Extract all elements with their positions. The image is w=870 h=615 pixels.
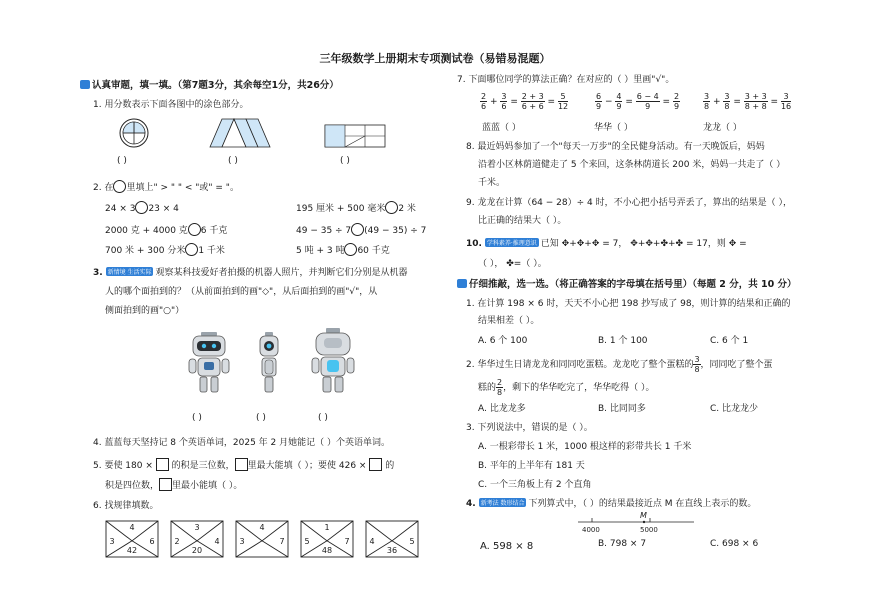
question-10-line-2: （ ）， ✤=（ ）。 <box>478 259 547 269</box>
lantern-icon: ✥ <box>630 239 638 249</box>
choice-4-option-a[interactable]: A. 598 × 8 <box>480 541 534 552</box>
envelope-right-number: 7 <box>279 536 285 546</box>
figure-circle <box>118 117 150 149</box>
algorithm-huahua: $\frac{6}{9}$ − $\frac{4}{9}$ = $\frac{6 - 4}{9}$ = $\frac{2}{9}$ <box>596 92 680 111</box>
envelope-right-number: 6 <box>149 536 155 546</box>
envelope <box>301 521 353 557</box>
algorithm-lanlan: $\frac{2}{6}$ + $\frac{3}{6}$ = $\frac{2 + 3}{6 + 6}$ = $\frac{5}{12}$ <box>481 92 569 111</box>
choice-1-line-2: 结果相差（ ）。 <box>478 316 540 326</box>
context-tag: 新情境 生活实际 <box>107 269 152 276</box>
algorithm-longlong: $\frac{3}{8}$ + $\frac{3}{8}$ = $\frac{3 + 3}{8 + 8}$ = $\frac{3}{16}$ <box>704 92 792 111</box>
robot-back <box>310 328 356 396</box>
choice-4: 4. 新考法 数形结合 下列算式中，（ ）的结果最接近点 M 在直线上表示的数。 <box>466 499 757 509</box>
envelope-right-number: 5 <box>409 536 415 546</box>
envelope-left-number: 5 <box>304 536 310 546</box>
section-1-heading: 认真审题，填一填。（第7题3分，其余每空1分，共26分） <box>80 77 339 91</box>
lantern-icon: ✥ <box>591 239 600 249</box>
choice-1: 1. 在计算 198 × 6 时，天天不小心把 198 抄写成了 98，则计算的结果和正确的 <box>466 299 791 309</box>
figure-parallelograms <box>210 117 272 149</box>
answer-circle[interactable] <box>188 223 201 236</box>
compare-item-2: 195 厘米 + 500 毫米 2 米 <box>296 201 416 214</box>
envelope-left-number: 4 <box>369 536 375 546</box>
choice-3-option-b[interactable]: B. 平年的上半年有 181 天 <box>478 461 585 471</box>
q3-blank-2[interactable]: ( ) <box>256 413 266 423</box>
candy-icon: ✤ <box>675 239 684 249</box>
axis-label-5000: 5000 <box>640 526 658 534</box>
question-3-line-2: 人的哪个面拍到的？（从前面拍到的画"◇"，从后面拍到的画"√"，从 <box>105 287 378 297</box>
question-1: 1. 用分数表示下面各图中的涂色部分。 <box>93 100 249 110</box>
section-icon <box>457 279 467 288</box>
question-6: 6. 找规律填数。 <box>93 501 159 511</box>
choice-2: 2. 华华过生日请龙龙和同同吃蛋糕。龙龙吃了整个蛋糕的 $\frac{3}{8}$ ，同同吃了整个蛋 <box>466 355 773 374</box>
compare-item-3: 2000 克 + 4000 克 6 千克 <box>105 223 227 236</box>
lantern-icon: ✥ <box>561 239 570 249</box>
lantern-icon: ✥ <box>576 239 585 249</box>
figure-rectangle <box>325 124 387 148</box>
question-7: 7. 下面哪位同学的算法正确？在对应的（ ）里画"√"。 <box>457 75 675 85</box>
compare-item-1: 24 × 3 23 × 4 <box>105 201 179 214</box>
answer-box[interactable] <box>159 478 172 491</box>
lantern-icon: ✥ <box>728 239 737 249</box>
answer-circle[interactable] <box>185 243 198 256</box>
answer-box[interactable] <box>369 458 382 471</box>
q1-blank-3[interactable]: ( ) <box>340 156 350 166</box>
number-line <box>578 512 698 536</box>
choice-4-option-c[interactable]: C. 698 × 6 <box>710 539 759 549</box>
compare-item-6: 5 吨 + 3 吨 60 千克 <box>296 243 390 256</box>
choice-3-option-a[interactable]: A. 一根彩带长 1 米，1000 根这样的彩带共长 1 千米 <box>478 442 692 452</box>
section-icon <box>80 80 90 89</box>
answer-circle[interactable] <box>385 201 398 214</box>
answer-box[interactable] <box>235 458 248 471</box>
choice-4-option-b[interactable]: B. 798 × 7 <box>598 539 647 549</box>
envelope-row <box>106 519 436 559</box>
choice-1-option-c[interactable]: C. 6 个 1 <box>710 336 749 346</box>
question-3-line-3: 侧面拍到的画"○"） <box>105 306 185 316</box>
envelope-top-number: 4 <box>129 523 135 532</box>
envelope-right-number: 4 <box>214 536 220 546</box>
answer-circle[interactable] <box>351 223 364 236</box>
q7-blank-longlong[interactable]: 龙龙（ ） <box>703 123 742 133</box>
choice-3: 3. 下列说法中，错误的是（ ）。 <box>466 423 593 433</box>
choice-2-option-a[interactable]: A. 比龙龙多 <box>478 404 526 414</box>
envelope-top-number: 4 <box>259 523 265 532</box>
method-tag: 新考法 数形结合 <box>480 500 525 507</box>
envelope-left-number: 3 <box>239 536 245 546</box>
question-3: 3. 新情境 生活实际 观察某科技爱好者拍摄的机器人照片，并判断它们分别是从机器 <box>93 268 408 278</box>
q7-blank-huahua[interactable]: 华华（ ） <box>594 123 633 133</box>
envelope-top-number: 1 <box>324 523 330 532</box>
envelope-left-number: 3 <box>109 536 115 546</box>
envelope-left-number: 2 <box>174 536 180 546</box>
compare-item-5: 700 米 + 300 分米 1 千米 <box>105 243 225 256</box>
envelope <box>236 521 288 557</box>
envelope-bottom-number: 48 <box>321 546 333 555</box>
section-2-heading: 仔细推敲，选一选。（将正确答案的字母填在括号里）（每题 2 分，共 10 分） <box>457 276 797 290</box>
question-5-line-2: 积是四位数， 里最小能填（ ）。 <box>105 478 242 491</box>
question-9: 9. 龙龙在计算（64 − 28）÷ 4 时，不小心把小括号弄丢了，算出的结果是（ ）， <box>466 198 792 208</box>
envelope-right-number: 7 <box>344 536 350 546</box>
question-5: 5. 要使 180 × 的积是三位数， 里最大能填（ ）；要使 426 × 的 <box>93 458 394 471</box>
candy-icon: ✤ <box>506 259 514 269</box>
answer-circle[interactable] <box>135 201 148 214</box>
choice-1-option-b[interactable]: B. 1 个 100 <box>598 336 648 346</box>
envelope-bottom-number: 42 <box>126 546 138 555</box>
q3-blank-3[interactable]: ( ) <box>318 413 328 423</box>
lantern-icon: ✥ <box>645 239 653 249</box>
choice-3-option-c[interactable]: C. 一个三角板上有 2 个直角 <box>478 480 592 490</box>
envelope <box>171 521 223 557</box>
literacy-tag: 学科素养·推理意识 <box>486 240 537 247</box>
envelope <box>366 521 418 557</box>
envelope-bottom-number: 20 <box>191 546 203 555</box>
point-m-label: M <box>640 511 647 520</box>
question-10: 10. 学科素养·推理意识 已知 ✥+✥+✥ = 7， ✥+✥+✤+✤ = 17，则 ✥ = <box>466 239 747 249</box>
q7-blank-lanlan[interactable]: 蓝蓝（ ） <box>482 123 521 133</box>
q1-blank-1[interactable]: ( ) <box>117 156 127 166</box>
q1-blank-2[interactable]: ( ) <box>228 156 238 166</box>
robot-front <box>187 332 231 396</box>
question-4: 4. 蓝蓝每天坚持记 8 个英语单词，2025 年 2 月她能记（ ）个英语单词。 <box>93 438 390 448</box>
question-8-line-2: 沿着小区林荫道健走了 5 个来回，这条林荫道长 200 米，妈妈一共走了（ ） <box>478 160 786 170</box>
question-9-line-2: 比正确的结果大（ ）。 <box>478 216 567 226</box>
choice-2-option-c[interactable]: C. 比龙龙少 <box>710 404 759 414</box>
question-8-line-3: 千米。 <box>478 178 506 188</box>
robot-side <box>256 332 282 396</box>
answer-box[interactable] <box>156 458 169 471</box>
page-title: 三年级数学上册期末专项测试卷（易错易混题） <box>319 52 551 65</box>
q3-blank-1[interactable]: ( ) <box>192 413 202 423</box>
choice-2-line-2: 糕的 $\frac{2}{8}$ ，剩下的华华吃完了，华华吃得（ ）。 <box>478 378 655 397</box>
question-8: 8. 最近妈妈参加了一个"每天一万步"的全民健身活动。有一天晚饭后，妈妈 <box>466 142 765 152</box>
candy-icon: ✤ <box>660 239 668 249</box>
choice-1-option-a[interactable]: A. 6 个 100 <box>478 336 528 346</box>
envelope-top-number: 3 <box>194 523 200 532</box>
choice-2-option-b[interactable]: B. 比同同多 <box>598 404 646 414</box>
answer-circle[interactable] <box>344 243 357 256</box>
compare-circle <box>113 180 126 193</box>
envelope-bottom-number: 36 <box>386 546 398 555</box>
axis-label-4000: 4000 <box>582 526 600 534</box>
question-2: 2. 在 里填上" > " " < "或" = "。 <box>93 180 239 193</box>
envelope <box>106 521 158 557</box>
compare-item-4: 49 − 35 ÷ 7 (49 − 35) ÷ 7 <box>296 223 426 236</box>
